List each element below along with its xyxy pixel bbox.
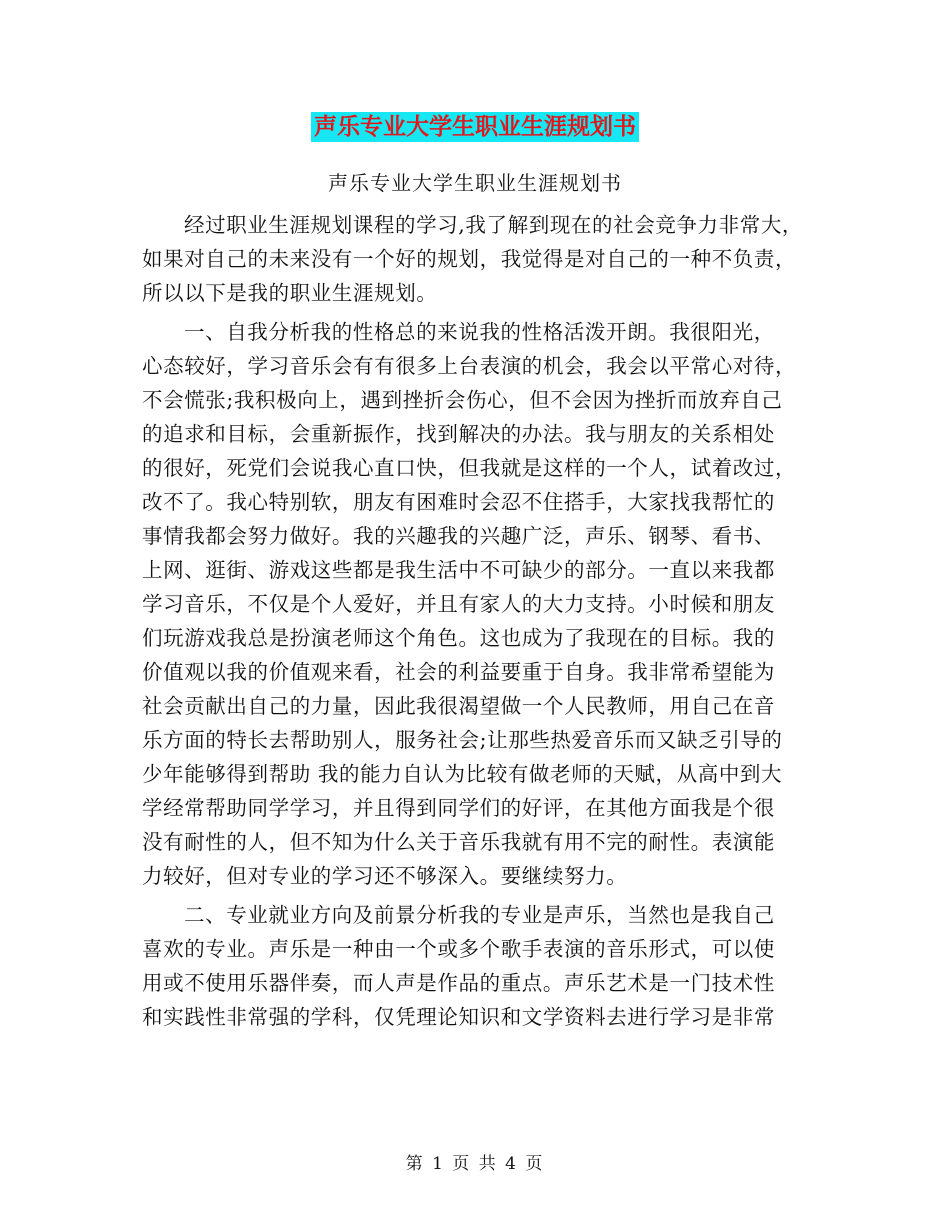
text-line: 价值观以我的价值观来看，社会的利益要重于自身。我非常希望能为: [142, 660, 775, 684]
text-line: 所以以下是我的职业生涯规划。: [142, 281, 438, 305]
text-line: 经过职业生涯规划课程的学习,我了解到现在的社会竞争力非常大，: [184, 213, 804, 237]
text-line: 们玩游戏我总是扮演老师这个角色。这也成为了我现在的目标。我的: [142, 626, 775, 650]
document-subtitle: 声乐专业大学生职业生涯规划书: [328, 171, 622, 195]
text-line: 少年能够得到帮助 我的能力自认为比较有做老师的天赋，从高中到大: [142, 762, 783, 786]
paragraph: [142, 898, 822, 1034]
text-line: 和实践性非常强的学科，仅凭理论知识和文学资料去进行学习是非常: [142, 1005, 775, 1029]
document-title: 声乐专业大学生职业生涯规划书: [311, 112, 639, 142]
title-container: [0, 112, 950, 142]
text-line: 如果对自己的未来没有一个好的规划，我觉得是对自己的一种不负责，: [142, 247, 797, 271]
paragraph: [142, 208, 822, 310]
text-line: 改不了。我心特别软，朋友有困难时会忍不住搭手，大家找我帮忙的: [142, 490, 775, 514]
text-line: 学习音乐，不仅是个人爱好，并且有家人的大力支持。小时候和朋友: [142, 592, 775, 616]
text-line: 不会慌张;我积极向上，遇到挫折会伤心，但不会因为挫折而放弃自己: [142, 388, 783, 412]
text-line: 乐方面的特长去帮助别人，服务社会;让那些热爱音乐而又缺乏引导的: [142, 728, 783, 752]
page-footer: 第 1 页 共 4 页: [405, 1154, 545, 1174]
text-line: 心态较好，学习音乐会有有很多上台表演的机会，我会以平常心对待，: [142, 354, 797, 378]
text-line: 一、自我分析我的性格总的来说我的性格活泼开朗。我很阳光，: [184, 320, 775, 344]
paragraph: [142, 315, 822, 893]
text-line: 社会贡献出自己的力量，因此我很渴望做一个人民教师，用自己在音: [142, 694, 775, 718]
text-line: 的追求和目标，会重新振作，找到解决的办法。我与朋友的关系相处: [142, 422, 775, 446]
document-body: [142, 208, 822, 1034]
text-line: 的很好，死党们会说我心直口快，但我就是这样的一个人，试着改过，: [142, 456, 797, 480]
text-line: 学经常帮助同学学习，并且得到同学们的好评，在其他方面我是个很: [142, 796, 775, 820]
text-line: 二、专业就业方向及前景分析我的专业是声乐，当然也是我自己: [184, 903, 775, 927]
text-line: 用或不使用乐器伴奏，而人声是作品的重点。声乐艺术是一门技术性: [142, 971, 775, 995]
text-line: 力较好，但对专业的学习还不够深入。要继续努力。: [142, 864, 628, 888]
text-line: 喜欢的专业。声乐是一种由一个或多个歌手表演的音乐形式，可以使: [142, 937, 775, 961]
text-line: 事情我都会努力做好。我的兴趣我的兴趣广泛，声乐、钢琴、看书、: [142, 524, 775, 548]
text-line: 上网、逛街、游戏这些都是我生活中不可缺少的部分。一直以来我都: [142, 558, 775, 582]
text-line: 没有耐性的人，但不知为什么关于音乐我就有用不完的耐性。表演能: [142, 830, 775, 854]
